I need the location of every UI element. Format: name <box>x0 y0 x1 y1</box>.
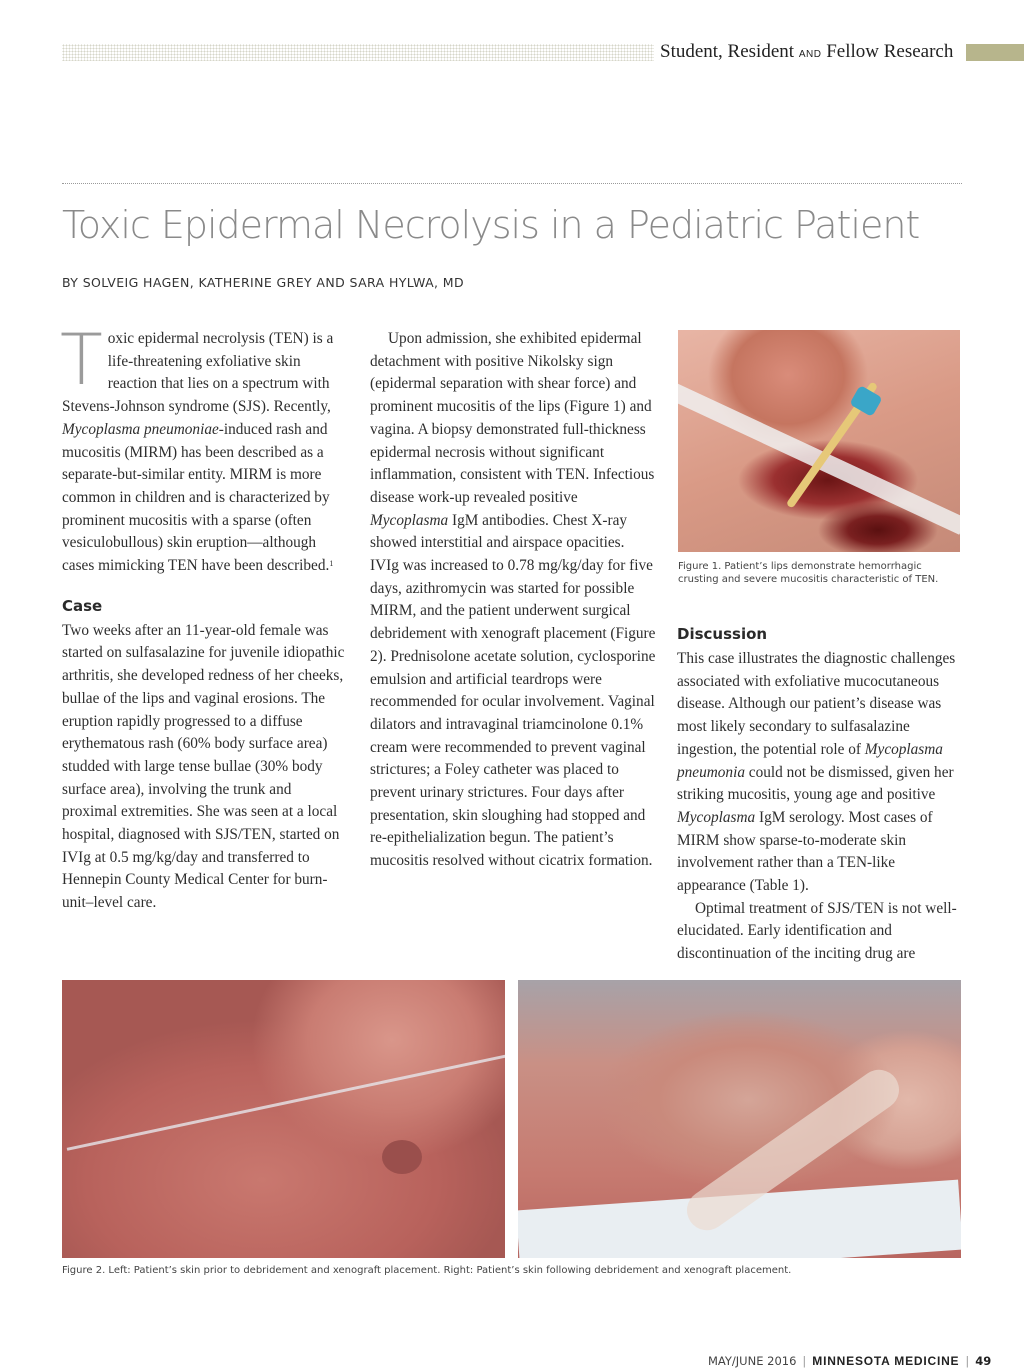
magazine-name: MINNESOTA MEDICINE <box>812 1354 960 1368</box>
case-paragraph: Two weeks after an 11-year-old female was started on sulfasalazine for juvenile idiopathic arthritis, she developed redness of her cheeks, bullae of the lips and vaginal erosions. The eruption rapidly progressed to a diffuse erythematous rash (60% body surface area) studded with large tense bullae (30% body surface area), involving the trunk and proximal extremities. She was seen at a local hospital, diagnosed with SJS/TEN, started on IVIg at 0.5 mg/kg/day and transferred to Hennepin County Medical Center for burn-unit–level care. <box>62 621 345 912</box>
figure-2-right-photo <box>518 980 961 1258</box>
reference-1: 1 <box>329 559 334 569</box>
page-number: 49 <box>975 1354 992 1368</box>
column-2 <box>370 328 656 873</box>
header-dot-band <box>62 44 654 61</box>
iv-line-shape <box>67 1052 505 1151</box>
issue-date: MAY/JUNE 2016 <box>708 1354 797 1368</box>
case-heading: Case <box>62 596 103 615</box>
discussion-heading: Discussion <box>677 625 768 643</box>
figure-2-left-photo <box>62 980 505 1258</box>
column-1 <box>60 319 348 915</box>
skin-detail-shape <box>382 1140 422 1174</box>
figure-1-lips-photo <box>678 330 960 552</box>
figure-1-caption: Figure 1. Patient’s lips demonstrate hemorrhagic crusting and severe mucositis characteristic of TEN. <box>678 561 939 585</box>
column-3 <box>677 624 963 966</box>
figure-2-caption: Figure 2. Left: Patient’s skin prior to debridement and xenograft placement. Right: Patient’s skin following debridement and xenograft placement. <box>62 1265 792 1276</box>
admission-paragraph: Upon admission, she exhibited epidermal detachment with positive Nikolsky sign (epidermal separation with shear force) and prominent mucositis of the lips (Figure 1) and vagina. A biopsy demonstrated full-thickness epidermal necrosis without significant inflammation, consistent with TEN. Infectious disease work-up revealed positive Mycoplasma IgM antibodies. Chest X-ray showed interstitial and airspace opacities. IVIg was increased to 0.78 mg/kg/day for five days, azithromycin was started for possible MIRM, and the patient underwent surgical debridement with xenograft placement (Figure 2). Prednisolone acetate solution, cyclosporine emulsion and artificial teardrops were recommended for ocular involvement. Vaginal dilators and intravaginal triamcinolone 0.1% cream were recommended to prevent vaginal strictures; a Foley catheter was placed to prevent urinary strictures. Four days after presentation, skin sloughing had stopped and re-epithelialization begun. The patient’s mucositis resolved without cicatrix formation. <box>370 330 656 870</box>
intro-paragraph: Toxic epidermal necrolysis (TEN) is a life-threatening exfoliative skin reaction that lies on a spectrum with Stevens-Johnson syndrome (SJS). Recently, Mycoplasma pneumoniae-induced rash and mucositis (MIRM) has been described as a separate-but-similar entity. MIRM is more common in children and is characterized by prominent mucositis with a sparse (often vesiculobullous) skin eruption—although cases mimicking TEN have been described.$^1$ <box>60 319 334 575</box>
discussion-paragraph: This case illustrates the diagnostic challenges associated with exfoliative mucocutaneous disease. Although our patient’s disease was most likely secondary to sulfasalazine ingestion, the potential role of Mycoplasma pneumonia could not be dismissed, given her striking mucositis, young age and positive Mycoplasma IgM serology. Most cases of MIRM show sparse-to-moderate skin involvement rather than a TEN-like appearance (Table 1). <box>677 650 956 895</box>
byline: BY SOLVEIG HAGEN, KATHERINE GREY AND SARA HYLWA, MD <box>62 275 464 290</box>
drop-cap: T <box>60 319 103 401</box>
page-footer: MAY/JUNE 2016 | MINNESOTA MEDICINE | 49 <box>708 1354 992 1368</box>
header-accent-bar <box>966 44 1024 61</box>
dotted-divider <box>62 183 962 184</box>
article-title: Toxic Epidermal Necrolysis in a Pediatric Patient <box>62 203 920 247</box>
treatment-paragraph: Optimal treatment of SJS/TEN is not well-elucidated. Early identification and discontinuation of the inciting drug are <box>677 899 957 963</box>
section-label: Student, Resident AND Fellow Research <box>660 41 954 62</box>
